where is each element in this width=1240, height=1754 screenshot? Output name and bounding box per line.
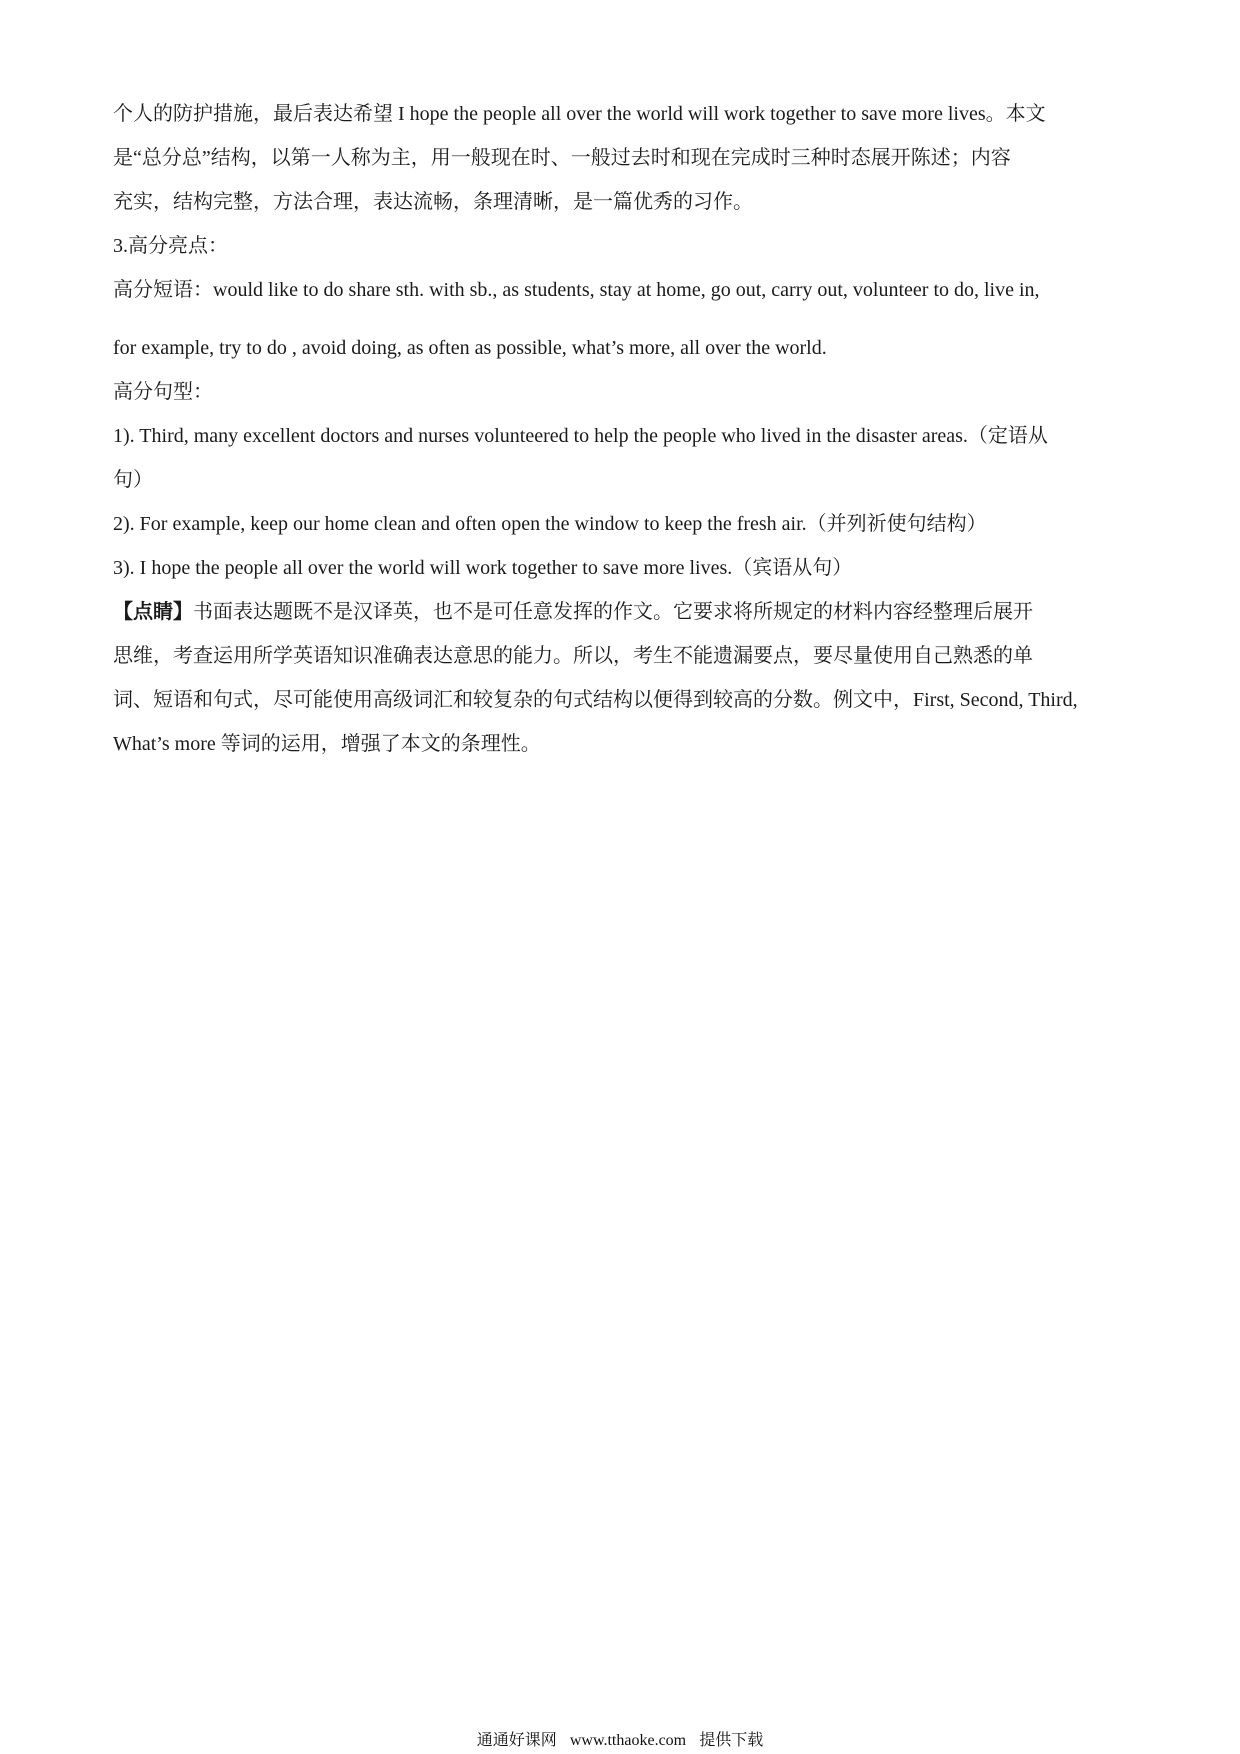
document-body: [113, 100, 1133, 774]
footer-url: www.tthaoke.com: [569, 1732, 687, 1749]
note-text: 书面表达题既不是汉译英，也不是可任意发挥的作文。它要求将所规定的材料内容经整理后展开: [193, 601, 1033, 623]
sentence-2: 2). For example, keep our home clean and often open the window to keep the fresh air.（并列祈使句结构）: [113, 513, 987, 535]
sentence-line: 句）: [113, 469, 153, 491]
sentences-heading: 高分句型：: [113, 381, 213, 403]
phrases-line: 高分短语：would like to do share sth. with sb., as students, stay at home, go out, carry out, volunteer to do, live in,: [113, 279, 1040, 301]
phrases-paragraph: [113, 276, 1133, 378]
analysis-line: 是“总分总”结构，以第一人称为主，用一般现在时、一般过去时和现在完成时三种时态展开陈述；内容: [113, 147, 1011, 169]
page-footer: [0, 1730, 1240, 1751]
note-line: [113, 598, 1133, 642]
note-label: 【点睛】: [113, 601, 193, 623]
sentence-line: 1). Third, many excellent doctors and nurses volunteered to help the people who lived in the disaster areas.（定语从: [113, 425, 1048, 447]
note-paragraph: [113, 598, 1133, 774]
note-line: 词、短语和句式，尽可能使用高级词汇和较复杂的句式结构以便得到较高的分数。例文中，First, Second, Third,: [113, 689, 1078, 711]
footer-suffix: 提供下载: [699, 1730, 764, 1749]
analysis-line: 充实，结构完整，方法合理，表达流畅，条理清晰，是一篇优秀的习作。: [113, 191, 753, 213]
sentence-3: 3). I hope the people all over the world will work together to save more lives.（宾语从句）: [113, 557, 853, 579]
highlights-heading: 3.高分亮点：: [113, 235, 228, 257]
footer-site-name: 通通好课网: [476, 1730, 557, 1749]
phrases-line: for example, try to do , avoid doing, as often as possible, what’s more, all over the world.: [113, 337, 827, 359]
sentence-1: [113, 422, 1133, 510]
analysis-line: 个人的防护措施，最后表达希望 I hope the people all over the world will work together to save more lives。本文: [113, 103, 1046, 125]
note-line: What’s more 等词的运用，增强了本文的条理性。: [113, 733, 541, 755]
note-line: 思维，考查运用所学英语知识准确表达意思的能力。所以，考生不能遗漏要点，要尽量使用自己熟悉的单: [113, 645, 1033, 667]
analysis-paragraph: [113, 100, 1133, 232]
